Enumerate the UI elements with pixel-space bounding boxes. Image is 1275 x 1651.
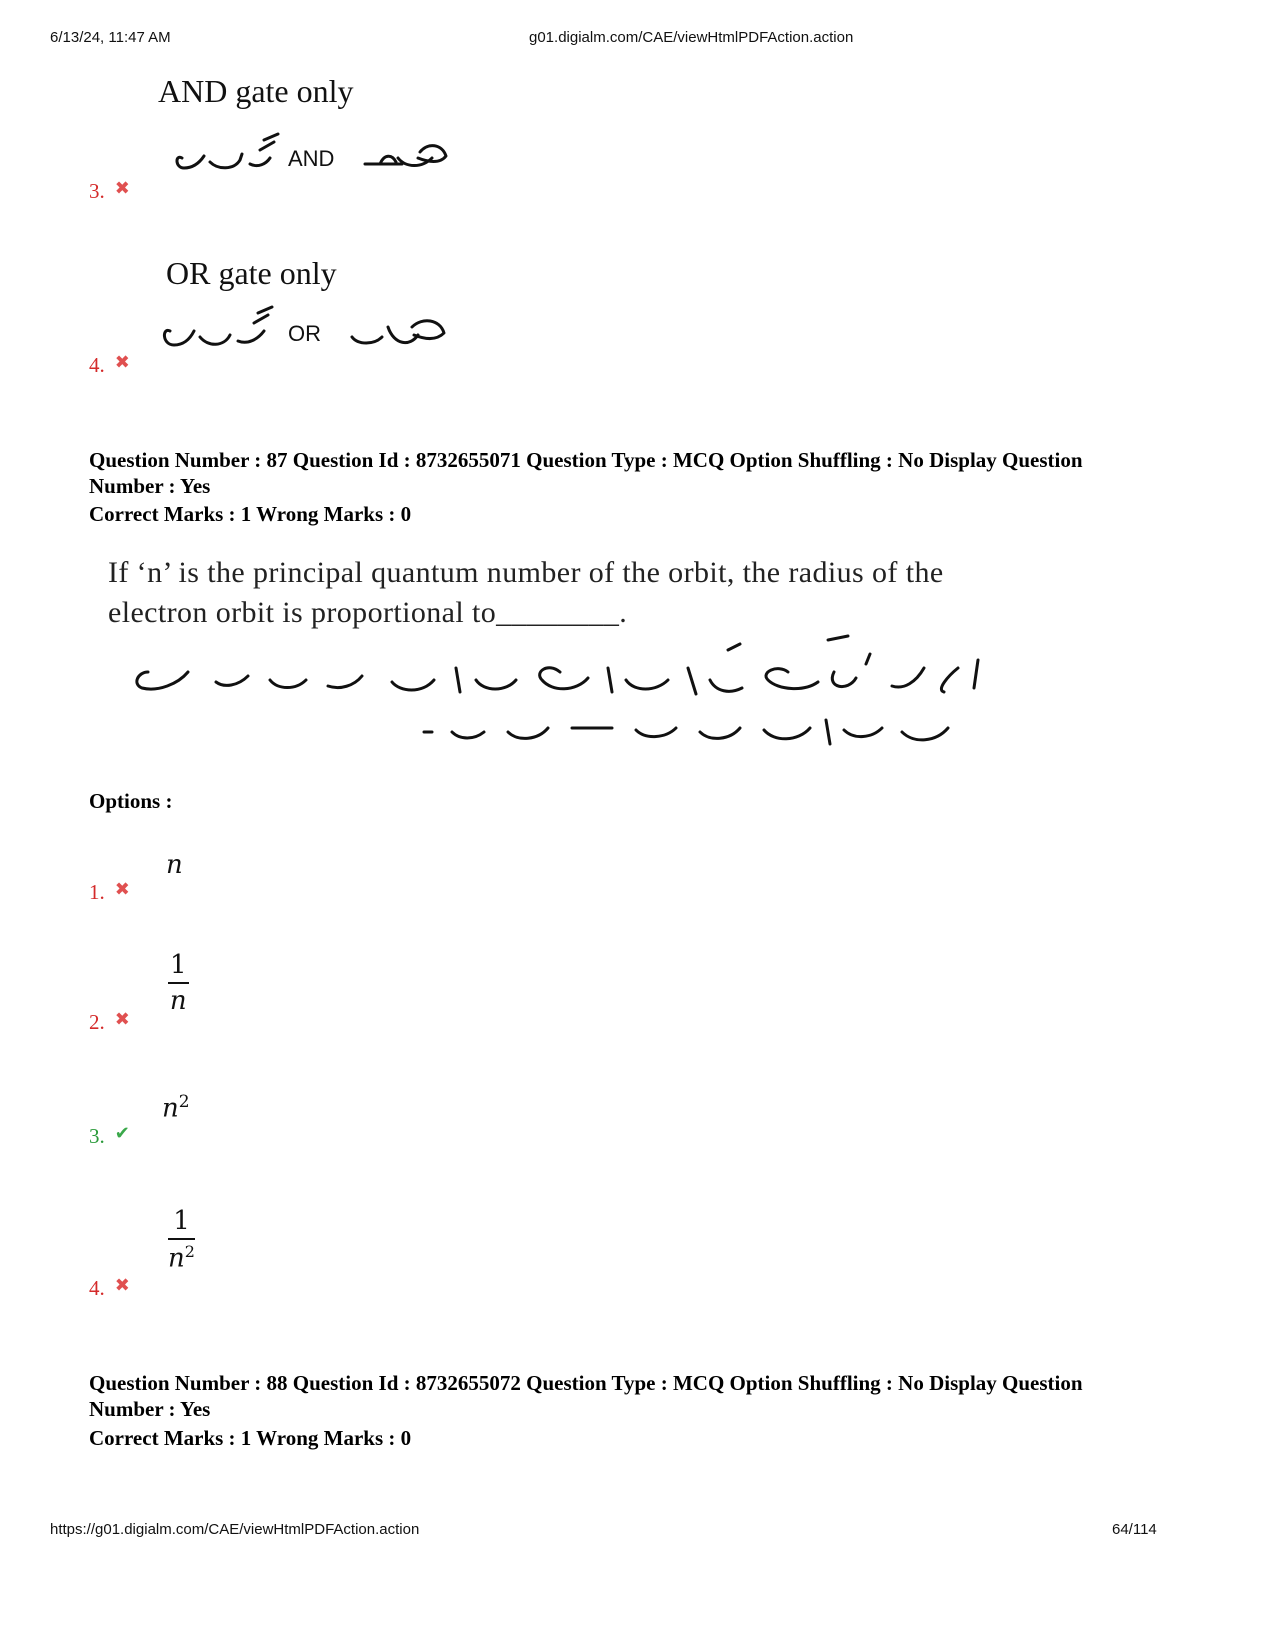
q87-option-3-exponent: 2	[178, 1092, 190, 1112]
option-4-urdu-handwriting	[162, 305, 452, 355]
cross-icon: ✖	[114, 178, 130, 198]
q87-option-3-expression	[162, 1092, 190, 1124]
header-url: g01.digialm.com/CAE/viewHtmlPDFAction.action	[529, 29, 854, 46]
question-87-meta-line1: Question Number : 87 Question Id : 8732655071 Question Type : MCQ Option Shuffling : No Display Question	[89, 448, 1083, 472]
option-3-number: 3.	[89, 179, 105, 203]
q87-option-4-numerator: 1	[173, 1206, 190, 1236]
q87-option-2-number: 2.	[89, 1010, 105, 1034]
option-3-row	[89, 178, 130, 204]
q87-option-4-denominator-base: n	[168, 1243, 185, 1274]
q87-option-4-expression	[168, 1206, 195, 1274]
question-87-text-line1: If ‘n’ is the principal quantum number of the orbit, the radius of the	[108, 556, 944, 589]
question-88-marks: Correct Marks : 1 Wrong Marks : 0	[89, 1426, 412, 1450]
options-label: Options :	[89, 789, 173, 813]
footer-page-number: 64/114	[1112, 1521, 1157, 1538]
option-3-text: AND gate only	[158, 73, 354, 109]
q87-option-4-denominator-exponent: 2	[184, 1242, 195, 1261]
question-88-meta-line2: Number : Yes	[89, 1397, 211, 1421]
question-87-marks: Correct Marks : 1 Wrong Marks : 0	[89, 502, 412, 526]
cross-icon: ✖	[114, 879, 130, 899]
svg-text:AND: AND	[288, 146, 335, 171]
q87-option-1-number: 1.	[89, 880, 105, 904]
footer-url: https://g01.digialm.com/CAE/viewHtmlPDFAction.action	[50, 1521, 420, 1538]
cross-icon: ✖	[114, 1009, 130, 1029]
q87-option-1-expression: n	[166, 850, 183, 880]
q87-option-1-row	[89, 879, 130, 905]
question-87-text-line2: electron orbit is proportional to________.	[108, 596, 628, 629]
question-88-meta-line1: Question Number : 88 Question Id : 8732655072 Question Type : MCQ Option Shuffling : No Display Question	[89, 1371, 1083, 1395]
q87-option-2-numerator: 1	[170, 950, 187, 980]
question-87-text	[108, 553, 944, 633]
cross-icon: ✖	[114, 1275, 130, 1295]
option-3-urdu-handwriting	[170, 128, 455, 178]
q87-option-4-number: 4.	[89, 1276, 105, 1300]
header-datetime: 6/13/24, 11:47 AM	[50, 29, 171, 46]
question-88-meta	[89, 1370, 1189, 1422]
question-87-meta-line2: Number : Yes	[89, 474, 211, 498]
q87-option-4-row	[89, 1275, 130, 1301]
option-4-text: OR gate only	[166, 255, 337, 291]
option-4-row	[89, 352, 130, 378]
question-87-urdu-handwriting	[128, 632, 998, 752]
svg-text:OR: OR	[288, 321, 321, 346]
q87-option-3-row	[89, 1123, 130, 1149]
check-icon: ✔	[114, 1123, 130, 1143]
q87-option-2-denominator: n	[169, 986, 187, 1016]
option-4-number: 4.	[89, 353, 105, 377]
q87-option-3-number: 3.	[89, 1124, 105, 1148]
q87-option-2-row	[89, 1009, 130, 1035]
question-87-meta	[89, 447, 1189, 499]
q87-option-3-base: n	[162, 1093, 179, 1124]
cross-icon: ✖	[114, 352, 130, 372]
q87-option-2-expression	[168, 950, 189, 1016]
